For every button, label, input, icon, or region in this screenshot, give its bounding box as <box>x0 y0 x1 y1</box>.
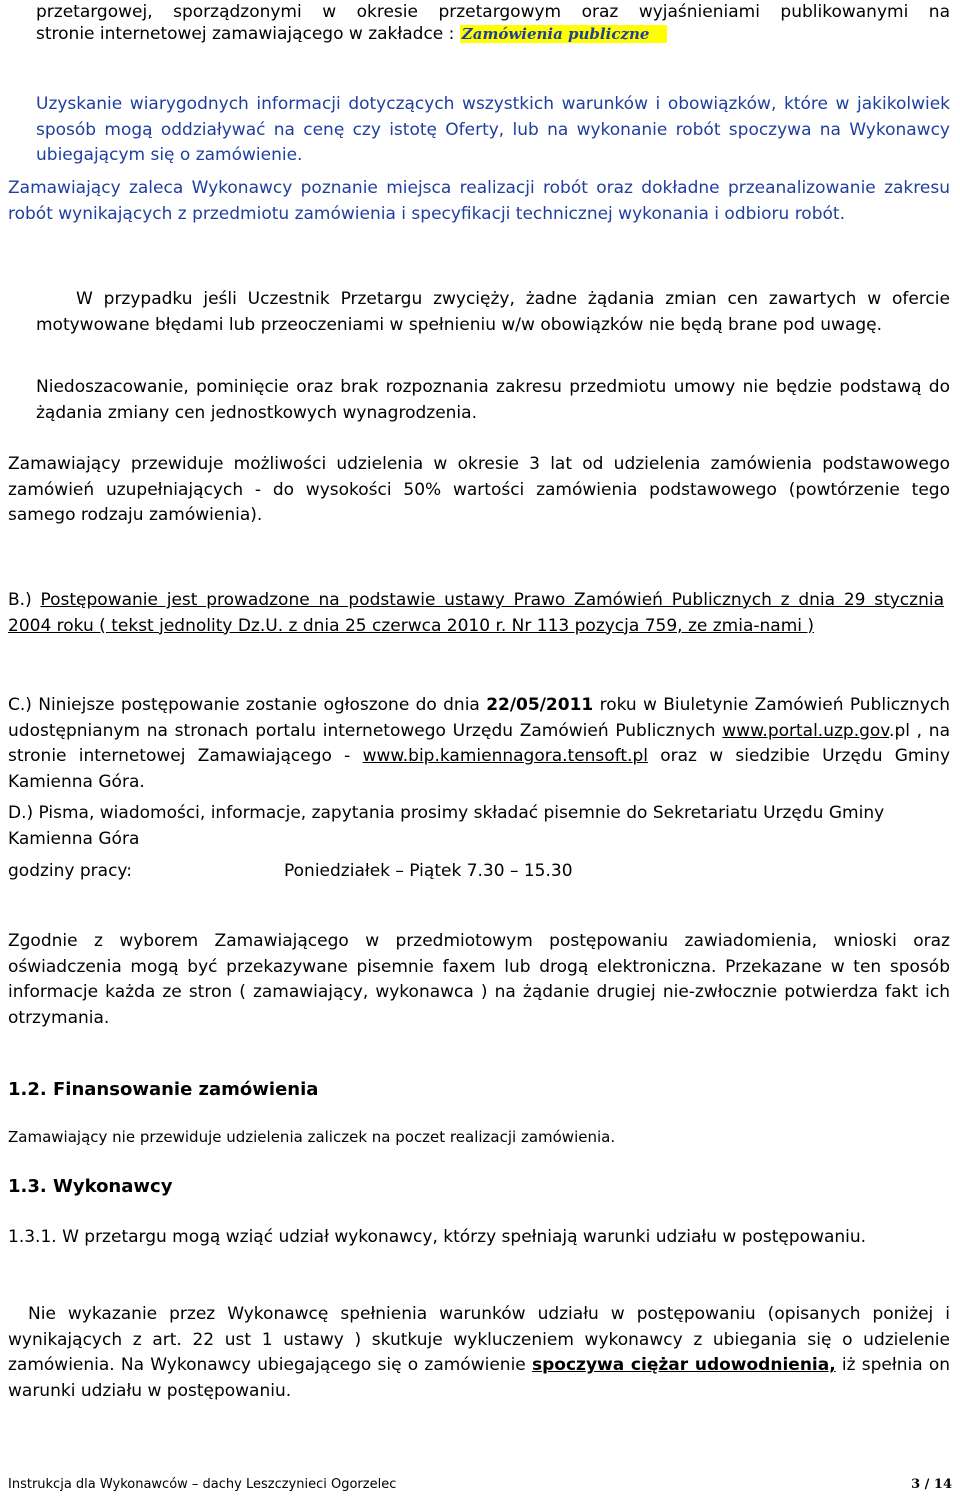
paragraph-nie-wykazanie-suffix: iż spełnia on warunki udziału w postępowaniu. <box>8 1355 951 1401</box>
paragraph-c-mid2: .pl , na stronie internetowej Zamawiającego - <box>8 720 951 766</box>
paragraph-c-suffix: oraz w siedzibie Urzędu Gminy Kamienna Góra. <box>8 746 951 792</box>
paragraph-nie-wykazanie <box>8 1302 950 1404</box>
paragraph-nie-wykazanie-text: Nie wykazanie przez Wykonawcę spełnienia warunków udziału w postępowaniu (opisanych poniżej i wynikających z art. 22 ust 1 ustawy ) skutkuje wykluczeniem wykonawcy z ubiegania się o udzielenie zamówienia. Na Wykonawcy ubiegającego się o zamówienie <box>8 1304 950 1375</box>
footer-title: Instrukcja dla Wykonawców – dachy Leszczynieci Ogorzelec <box>8 1477 397 1492</box>
page-footer <box>8 1477 952 1493</box>
page-number: 3 / 14 <box>911 1477 952 1492</box>
paragraph-c <box>8 693 950 795</box>
paragraph-zaleca: Zamawiający zaleca Wykonawcy poznanie miejsca realizacji robót oraz dokładne przeanalizowanie zakresu robót wynikających z przedmiotu zamówienia i specyfikacji technicznej wykonania i odbioru robót. <box>8 178 950 224</box>
paragraph-finansowanie: Zamawiający nie przewiduje udzielenia zaliczek na poczet realizacji zamówienia. <box>8 1128 616 1146</box>
zamowienia-publiczne-link[interactable]: Zamówienia publiczne <box>460 25 668 43</box>
paragraph-c-prefix: C.) Niniejsze postępowanie zostanie ogłoszone do dnia <box>8 695 480 715</box>
top-line-2 <box>36 22 950 48</box>
paragraph-zgodnie: Zgodnie z wyborem Zamawiającego w przedmiotowym postępowaniu zawiadomienia, wnioski oraz oświadczenia mogą być przekazywane pisemnie faxem lub drogą elektroniczna. Przekazane w ten sposób informacje każda ze stron ( zamawiający, wykonawca ) na żądanie drugiej nie-zwłocznie potwierdza fakt ich otrzymania. <box>8 931 950 1028</box>
paragraph-131: 1.3.1. W przetargu mogą wziąć udział wykonawcy, którzy spełniają warunki udziału w postępowaniu. <box>8 1227 867 1247</box>
portal-uzp-link[interactable]: www.portal.uzp.gov <box>722 720 890 741</box>
burden-of-proof: spoczywa ciężar udowodnienia, <box>532 1355 836 1375</box>
announcement-date: 22/05/2011 <box>486 695 594 715</box>
paragraph-uzyskanie: Uzyskanie wiarygodnych informacji dotyczących wszystkich warunków i obowiązków, które w jakikolwiek sposób mogą oddziaływać na cenę czy istotę Oferty, lub na wykonanie robót spoczywa na Wykonawcy ubiegającym się o zamówienie. <box>36 94 950 165</box>
paragraph-d: D.) Pisma, wiadomości, informacje, zapytania prosimy składać pisemnie do Sekretariatu Urzędu Gminy Kamienna Góra <box>8 803 885 849</box>
paragraph-b <box>8 588 944 639</box>
section-title-wykonawcy: 1.3. Wykonawcy <box>8 1176 173 1197</box>
bip-kamiennagora-link[interactable]: www.bip.kamiennagora.tensoft.pl <box>362 746 648 766</box>
paragraph-c-mid: roku w Biuletynie Zamówień Publicznych udostępnianym na stronach portalu internetowego Urzędu Zamówień Publicznych <box>8 695 951 741</box>
section-title-finansowanie: 1.2. Finansowanie zamówienia <box>8 1079 319 1100</box>
working-hours-label: godziny pracy: <box>8 861 132 881</box>
paragraph-przypadku: W przypadku jeśli Uczestnik Przetargu zwycięży, żadne żądania zmian cen zawartych w ofercie motywowane błędami lub przeoczeniami w spełnieniu w/w obowiązków nie będą brane pod uwagę. <box>36 289 950 335</box>
paragraph-b-prefix: B.) <box>8 590 32 610</box>
paragraph-niedoszacowanie: Niedoszacowanie, pominięcie oraz brak rozpoznania zakresu przedmiotu umowy nie będzie podstawą do żądania zmiany cen jednostkowych wynagrodzenia. <box>36 377 950 423</box>
paragraph-przewiduje: Zamawiający przewiduje możliwości udzielenia w okresie 3 lat od udzielenia zamówienia podstawowego zamówień uzupełniających - do wysokości 50% wartości zamówienia podstawowego (powtórzenie tego samego rodzaju zamówienia). <box>8 454 950 525</box>
working-hours <box>8 859 950 885</box>
top-line-2-text: stronie internetowej zamawiającego w zakładce : <box>36 24 455 44</box>
paragraph-b-legal-basis: Postępowanie jest prowadzone na podstawie ustawy Prawo Zamówień Publicznych z dnia 29 stycznia 2004 roku ( tekst jednolity Dz.U. z dnia 25 czerwca 2010 r. Nr 113 pozycja 759, ze zmia-nami ) <box>8 590 944 636</box>
top-line-1: przetargowej, sporządzonymi w okresie przetargowym oraz wyjaśnieniami publikowanymi na <box>36 2 950 22</box>
working-hours-days: Poniedziałek – Piątek 7.30 – 15.30 <box>284 861 573 881</box>
